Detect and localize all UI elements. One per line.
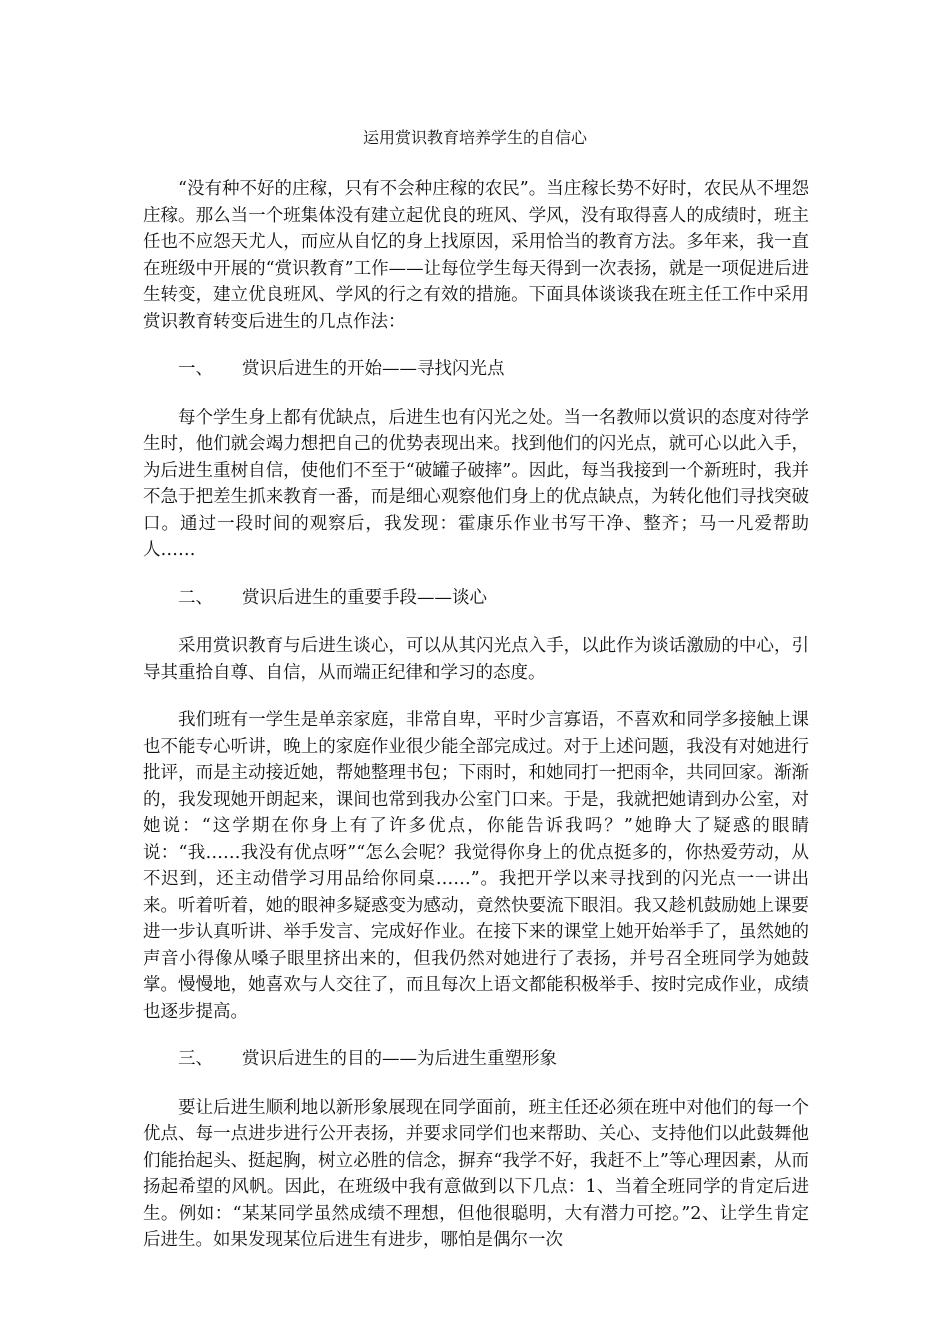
section-2-paragraph-1: 采用赏识教育与后进生谈心，可以从其闪光点入手，以此作为谈话激励的中心，引导其重拾自尊、自信，从而端正纪律和学习的态度。 <box>143 636 809 683</box>
section-number: 一、 <box>178 359 213 379</box>
intro-paragraph: “没有种不好的庄稼，只有不会种庄稼的农民”。当庄稼长势不好时，农民从不埋怨庄稼。那么当一个班集体没有建立起优良的班风、学风，没有取得喜人的成绩时，班主任也不应怨天尤人，而应从自忆的身上找原因，采用恰当的教育方法。多年来，我一直在班级中开展的“赏识教育”工作——让每位学生每天得到一次表扬，就是一项促进后进生转变，建立优良班风、学风的行之有效的措施。下面具体谈谈我在班主任工作中采用赏识教育转变后进生的几点作法： <box>143 179 809 332</box>
section-number: 三、 <box>178 1049 213 1069</box>
section-heading-text: 赏识后进生的开始——寻找闪光点 <box>242 359 505 379</box>
section-heading-2 <box>143 585 809 612</box>
section-heading-3 <box>143 1046 809 1073</box>
section-1-paragraph: 每个学生身上都有优缺点，后进生也有闪光之处。当一名教师以赏识的态度对待学生时，他们就会竭力想把自己的优势表现出来。找到他们的闪光点，就可心以此入手，为后进生重树自信，使他们不至于“破罐子破摔”。因此，每当我接到一个新班时，我并不急于把差生抓来教育一番，而是细心观察他们身上的优点缺点，为转化他们寻找突破口。通过一段时间的观察后，我发现：霍康乐作业书写干净、整齐；马一凡爱帮助人…… <box>143 407 809 560</box>
section-heading-text: 赏识后进生的重要手段——谈心 <box>242 587 487 608</box>
section-2-paragraph-2: 我们班有一学生是单亲家庭，非常自卑，平时少言寡语，不喜欢和同学多接触上课也不能专心听讲，晚上的家庭作业很少能全部完成过。对于上述问题，我没有对她进行批评，而是主动接近她，帮她整理书包；下雨时，和她同打一把雨伞，共同回家。渐渐的，我发现她开朗起来，课间也常到我办公室门口来。于是，我就把她请到办公室，对她说：“这学期在你身上有了许多优点，你能告诉我吗？”她睁大了疑惑的眼睛说：“我……我没有优点呀”“怎么会呢？我觉得你身上的优点挺多的，你热爱劳动，从不迟到，还主动借学习用品给你同桌……”。我把开学以来寻找到的闪光点一一讲出来。听着听着，她的眼神多疑惑变为感动，竟然快要流下眼泪。我又趁机鼓励她上课要进一步认真听讲、举手发言、完成好作业。在接下来的课堂上她开始举手了，虽然她的声音小得像从嗓子眼里挤出来的，但我仍然对她进行了表扬，并号召全班同学为她鼓掌。慢慢地，她喜欢与人交往了，而且每次上语文都能积极举手、按时完成作业，成绩也逐步提高。 <box>143 710 809 1022</box>
section-3-paragraph: 要让后进生顺利地以新形象展现在同学面前，班主任还必须在班中对他们的每一个优点、每一点进步进行公开表扬，并要求同学们也来帮助、关心、支持他们以此鼓舞他们能抬起头、挺起胸，树立必胜的信念，摒弃“我学不好，我赶不上”等心理因素，从而扬起希望的风帆。因此，在班级中我有意做到以下几点：1、当着全班同学的肯定后进生。例如：“某某同学虽然成绩不理想，但他很聪明，大有潜力可挖。”2、让学生肯定后进生。如果发现某位后进生有进步，哪怕是偶尔一次 <box>143 1097 809 1250</box>
section-heading-text: 赏识后进生的目的——为后进生重塑形象 <box>242 1049 557 1069</box>
document-title: 运用赏识教育培养学生的自信心 <box>362 128 587 147</box>
document-body <box>143 176 809 1275</box>
section-number: 二、 <box>178 587 213 608</box>
section-heading-1 <box>143 356 809 383</box>
